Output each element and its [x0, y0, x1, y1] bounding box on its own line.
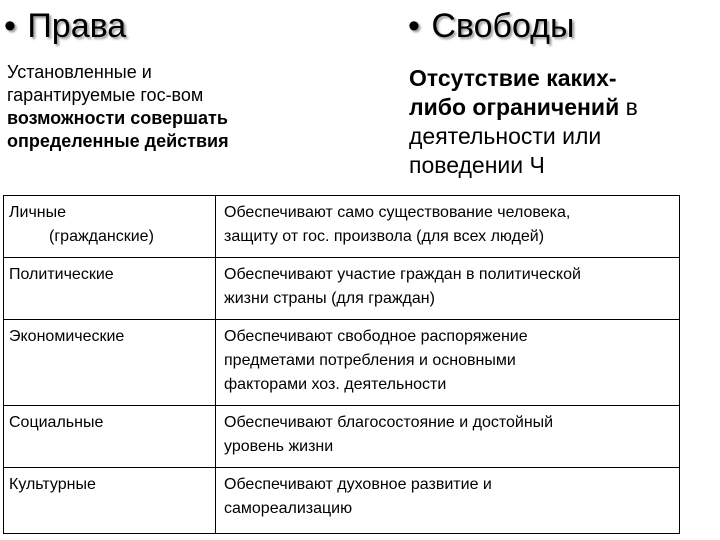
table-row	[4, 320, 680, 406]
right-type-cell	[4, 320, 216, 406]
freedoms-definition-line	[409, 93, 638, 122]
right-description-cell	[216, 258, 680, 320]
freedoms-heading	[408, 4, 574, 48]
right-description-cell	[216, 406, 680, 468]
rights-definition	[7, 61, 229, 153]
bullet-icon: •	[408, 7, 420, 45]
table-row	[4, 258, 680, 320]
right-type-cell	[4, 468, 216, 534]
rights-types-table	[3, 195, 680, 534]
rights-definition-line: определенные действия	[7, 131, 229, 151]
description-line: жизни страны (для граждан)	[224, 290, 435, 307]
right-type-label: Личные	[9, 204, 67, 221]
description-line: Обеспечивают свободное распоряжение	[224, 328, 528, 345]
right-description-cell	[216, 320, 680, 406]
description-line: самореализацию	[224, 500, 353, 517]
table-row	[4, 196, 680, 258]
rights-heading	[4, 4, 126, 48]
right-description-cell	[216, 196, 680, 258]
right-type-cell	[4, 406, 216, 468]
right-type-sublabel: (гражданские)	[49, 228, 154, 245]
right-type-label: Культурные	[9, 476, 96, 493]
description-line: факторами хоз. деятельности	[224, 376, 447, 393]
rights-definition-line: гарантируемые гос-вом	[7, 85, 204, 105]
right-type-cell	[4, 196, 216, 258]
freedoms-definition-line: Отсутствие каких-	[409, 65, 617, 91]
right-type-label: Политические	[9, 266, 114, 283]
right-type-label: Экономические	[9, 328, 125, 345]
right-type-label: Социальные	[9, 414, 104, 431]
bullet-icon: •	[4, 7, 16, 45]
right-type-cell	[4, 258, 216, 320]
right-description-cell	[216, 468, 680, 534]
freedoms-heading-text: Свободы	[431, 7, 575, 45]
freedoms-definition	[409, 64, 638, 180]
description-line: Обеспечивают участие граждан в политической	[224, 266, 581, 283]
freedoms-definition-rest-part: в	[619, 94, 638, 120]
freedoms-definition-line: поведении Ч	[409, 152, 545, 178]
rights-definition-line: возможности совершать	[7, 108, 228, 128]
description-line: уровень жизни	[224, 438, 334, 455]
rights-definition-line: Установленные и	[7, 62, 152, 82]
description-line: Обеспечивают духовное развитие и	[224, 476, 492, 493]
rights-heading-text: Права	[27, 7, 127, 45]
description-line: Обеспечивают благосостояние и достойный	[224, 414, 554, 431]
freedoms-definition-line: деятельности или	[409, 123, 602, 149]
freedoms-definition-bold-part: либо ограничений	[409, 94, 620, 120]
description-line: защиту от гос. произвола (для всех людей)	[224, 228, 545, 245]
description-line: предметами потребления и основными	[224, 352, 516, 369]
table-row	[4, 468, 680, 534]
table-row	[4, 406, 680, 468]
description-line: Обеспечивают само существование человека,	[224, 204, 571, 221]
